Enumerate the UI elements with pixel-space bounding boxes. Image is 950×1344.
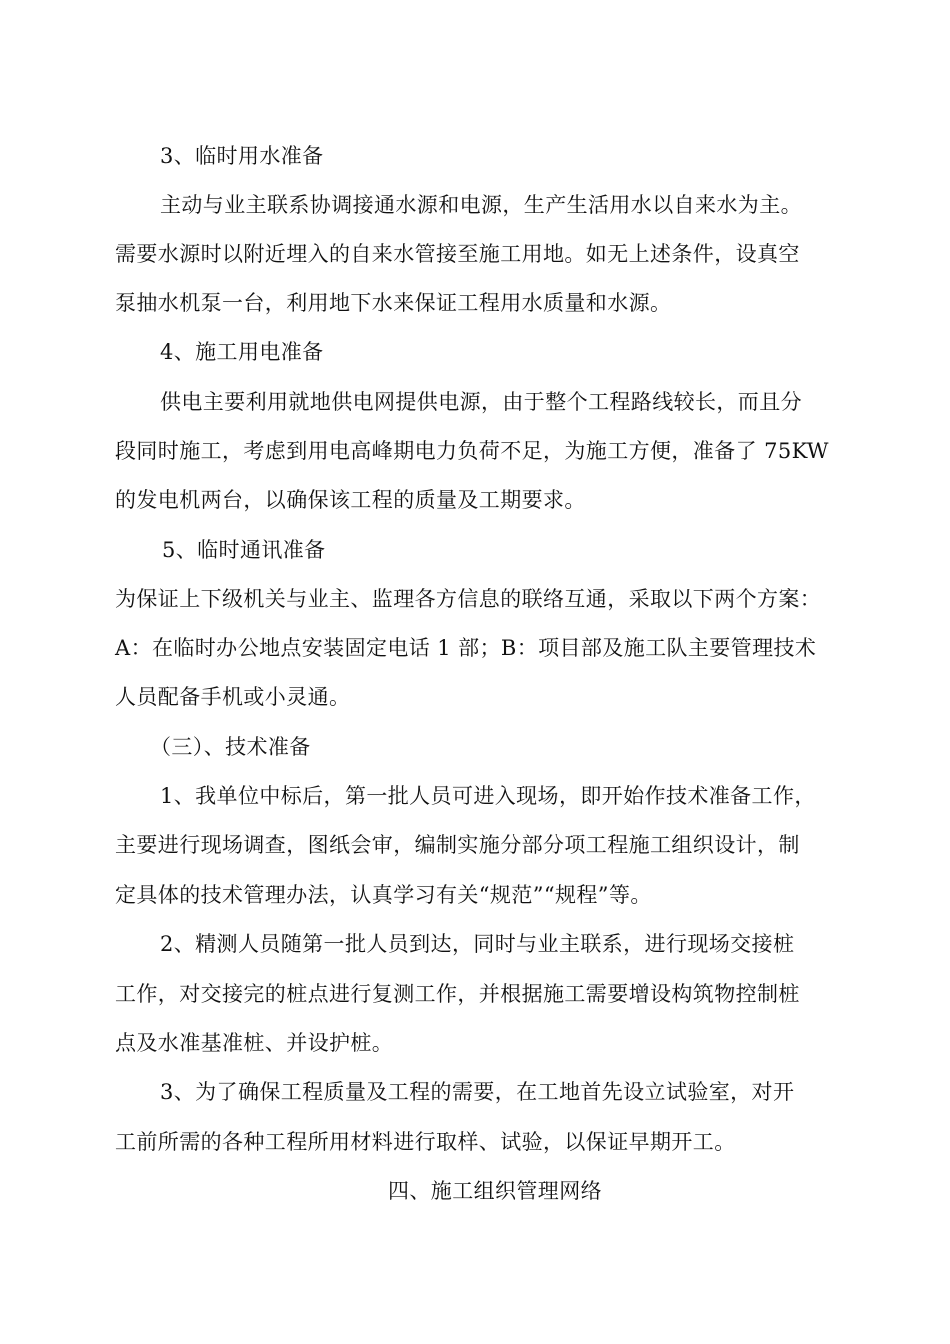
paragraph-line: 3、为了确保工程质量及工程的需要，在工地首先设立试验室，对开: [160, 1080, 795, 1104]
paragraph-line: 为保证上下级机关与业主、监理各方信息的联络互通，采取以下两个方案：: [115, 587, 822, 611]
paragraph-line: 2、精测人员随第一批人员到达，同时与业主联系，进行现场交接桩: [160, 932, 795, 956]
section-title-organization-network: 四、施工组织管理网络: [388, 1179, 602, 1203]
paragraph-line: 工前所需的各种工程所用材料进行取样、试验，以保证早期开工。: [115, 1130, 736, 1154]
heading-technical-preparation: （三）、技术准备: [150, 735, 311, 759]
paragraph-line: 点及水准基准桩、并设护桩。: [115, 1031, 394, 1055]
paragraph-line: 泵抽水机泵一台，利用地下水来保证工程用水质量和水源。: [115, 291, 672, 315]
heading-temporary-water: 3、临时用水准备: [160, 144, 324, 168]
heading-construction-power: 4、施工用电准备: [160, 340, 324, 364]
paragraph-line: 需要水源时以附近埋入的自来水管接至施工用地。如无上述条件，设真空: [115, 242, 800, 266]
paragraph-line: 1、我单位中标后，第一批人员可进入现场，即开始作技术准备工作，: [160, 784, 816, 808]
paragraph-line: 定具体的技术管理办法，认真学习有关“规范”“规程”等。: [115, 883, 652, 907]
paragraph-line: 供电主要利用就地供电网提供电源，由于整个工程路线较长，而且分: [160, 390, 802, 414]
paragraph-line: 的发电机两台，以确保该工程的质量及工期要求。: [115, 488, 586, 512]
heading-temporary-communication: 5、临时通讯准备: [162, 538, 326, 562]
paragraph-line: 段同时施工，考虑到用电高峰期电力负荷不足，为施工方便，准备了 75KW: [115, 439, 829, 463]
paragraph-line: 主要进行现场调查，图纸会审，编制实施分部分项工程施工组织设计，制: [115, 833, 800, 857]
paragraph-line: 工作，对交接完的桩点进行复测工作，并根据施工需要增设构筑物控制桩: [115, 982, 800, 1006]
paragraph-line: 主动与业主联系协调接通水源和电源，生产生活用水以自来水为主。: [160, 193, 802, 217]
paragraph-line: A：在临时办公地点安装固定电话 1 部；B：项目部及施工队主要管理技术: [115, 636, 817, 660]
paragraph-line: 人员配备手机或小灵通。: [115, 685, 351, 709]
